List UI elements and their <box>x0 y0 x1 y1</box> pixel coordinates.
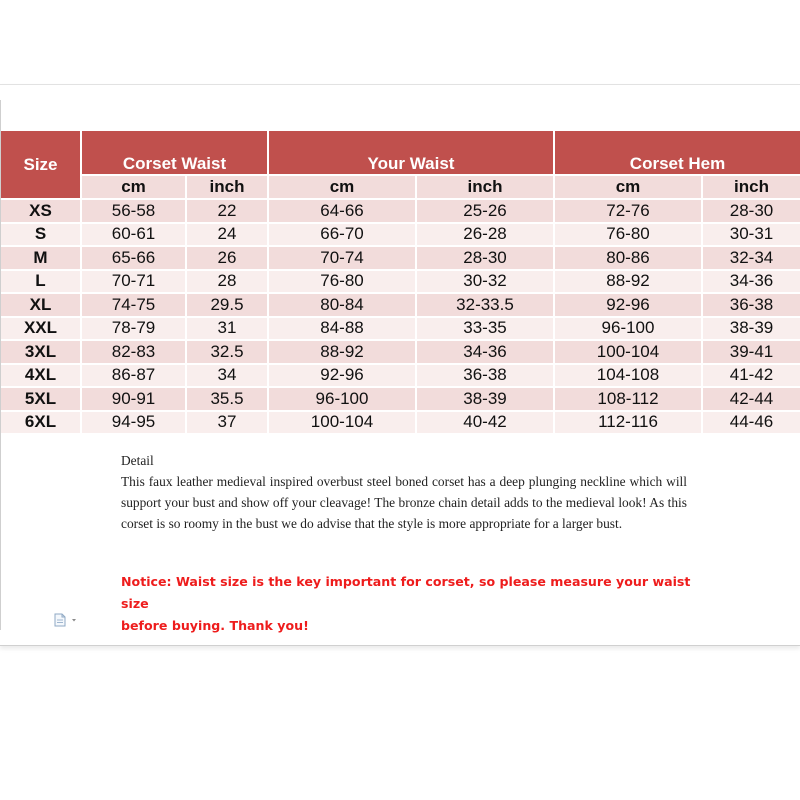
group-header-row <box>1 131 800 175</box>
table-cell: 72-76 <box>554 199 702 223</box>
table-cell: 33-35 <box>416 317 554 341</box>
table-cell: 86-87 <box>81 364 186 388</box>
table-cell: 70-71 <box>81 270 186 294</box>
detail-section <box>121 450 687 534</box>
table-cell: 32-33.5 <box>416 293 554 317</box>
table-cell: 80-84 <box>268 293 416 317</box>
table-cell: 24 <box>186 223 268 247</box>
table-cell: 76-80 <box>554 223 702 247</box>
table-cell: 34-36 <box>416 340 554 364</box>
table-cell: 60-61 <box>81 223 186 247</box>
size-chart-table <box>1 131 800 433</box>
table-cell: 78-79 <box>81 317 186 341</box>
table-cell: 100-104 <box>554 340 702 364</box>
size-label: 3XL <box>1 340 81 364</box>
table-cell: 28-30 <box>416 246 554 270</box>
table-row <box>1 364 800 388</box>
table-cell: 38-39 <box>416 387 554 411</box>
table-cell: 65-66 <box>81 246 186 270</box>
table-cell: 104-108 <box>554 364 702 388</box>
unit-header: inch <box>416 175 554 199</box>
table-cell: 44-46 <box>702 411 800 434</box>
table-cell: 92-96 <box>554 293 702 317</box>
table-cell: 22 <box>186 199 268 223</box>
table-cell: 30-31 <box>702 223 800 247</box>
your-waist-header: Your Waist <box>268 131 554 175</box>
size-column-header: Size <box>1 131 81 199</box>
detail-description: This faux leather medieval inspired overbust steel boned corset has a deep plunging neckline which will support your bust and show off your cleavage! The bronze chain detail adds to the medieval look! As this corset is so roomy in the bust we do advise that the style is more appropriate for a larger bust. <box>121 474 687 531</box>
table-cell: 34-36 <box>702 270 800 294</box>
table-cell: 108-112 <box>554 387 702 411</box>
table-cell: 88-92 <box>554 270 702 294</box>
table-cell: 32-34 <box>702 246 800 270</box>
table-cell: 82-83 <box>81 340 186 364</box>
table-row <box>1 199 800 223</box>
table-cell: 32.5 <box>186 340 268 364</box>
table-cell: 92-96 <box>268 364 416 388</box>
table-cell: 100-104 <box>268 411 416 434</box>
unit-header: cm <box>81 175 186 199</box>
unit-header: inch <box>702 175 800 199</box>
table-cell: 74-75 <box>81 293 186 317</box>
size-label: M <box>1 246 81 270</box>
table-row <box>1 340 800 364</box>
size-label: S <box>1 223 81 247</box>
table-cell: 36-38 <box>416 364 554 388</box>
notice-line: Notice: Waist size is the key important for corset, so please measure your waist size <box>121 574 691 611</box>
unit-header: cm <box>268 175 416 199</box>
size-label: XS <box>1 199 81 223</box>
table-cell: 88-92 <box>268 340 416 364</box>
table-cell: 28-30 <box>702 199 800 223</box>
table-cell: 34 <box>186 364 268 388</box>
table-row <box>1 387 800 411</box>
table-cell: 35.5 <box>186 387 268 411</box>
table-row <box>1 411 800 434</box>
table-cell: 66-70 <box>268 223 416 247</box>
table-row <box>1 270 800 294</box>
table-cell: 31 <box>186 317 268 341</box>
size-label: 5XL <box>1 387 81 411</box>
unit-header-row <box>1 175 800 199</box>
size-label: 6XL <box>1 411 81 434</box>
table-cell: 26 <box>186 246 268 270</box>
table-cell: 29.5 <box>186 293 268 317</box>
table-cell: 64-66 <box>268 199 416 223</box>
table-cell: 94-95 <box>81 411 186 434</box>
table-cell: 76-80 <box>268 270 416 294</box>
notice-text <box>121 571 721 637</box>
table-row <box>1 223 800 247</box>
table-cell: 41-42 <box>702 364 800 388</box>
table-row <box>1 246 800 270</box>
table-cell: 36-38 <box>702 293 800 317</box>
table-cell: 30-32 <box>416 270 554 294</box>
table-cell: 37 <box>186 411 268 434</box>
table-cell: 70-74 <box>268 246 416 270</box>
size-label: L <box>1 270 81 294</box>
table-row <box>1 317 800 341</box>
detail-title: Detail <box>121 453 154 468</box>
table-cell: 25-26 <box>416 199 554 223</box>
table-cell: 38-39 <box>702 317 800 341</box>
table-cell: 96-100 <box>554 317 702 341</box>
corset-waist-header: Corset Waist <box>81 131 268 175</box>
table-cell: 84-88 <box>268 317 416 341</box>
table-row <box>1 293 800 317</box>
corset-hem-header: Corset Hem <box>554 131 800 175</box>
size-label: 4XL <box>1 364 81 388</box>
size-label: XXL <box>1 317 81 341</box>
table-cell: 42-44 <box>702 387 800 411</box>
notice-line: before buying. Thank you! <box>121 618 309 633</box>
table-cell: 40-42 <box>416 411 554 434</box>
paste-options-icon[interactable] <box>54 613 78 627</box>
table-cell: 28 <box>186 270 268 294</box>
unit-header: inch <box>186 175 268 199</box>
table-cell: 26-28 <box>416 223 554 247</box>
table-cell: 39-41 <box>702 340 800 364</box>
table-cell: 56-58 <box>81 199 186 223</box>
unit-header: cm <box>554 175 702 199</box>
table-cell: 112-116 <box>554 411 702 434</box>
size-label: XL <box>1 293 81 317</box>
table-cell: 96-100 <box>268 387 416 411</box>
table-cell: 90-91 <box>81 387 186 411</box>
table-cell: 80-86 <box>554 246 702 270</box>
